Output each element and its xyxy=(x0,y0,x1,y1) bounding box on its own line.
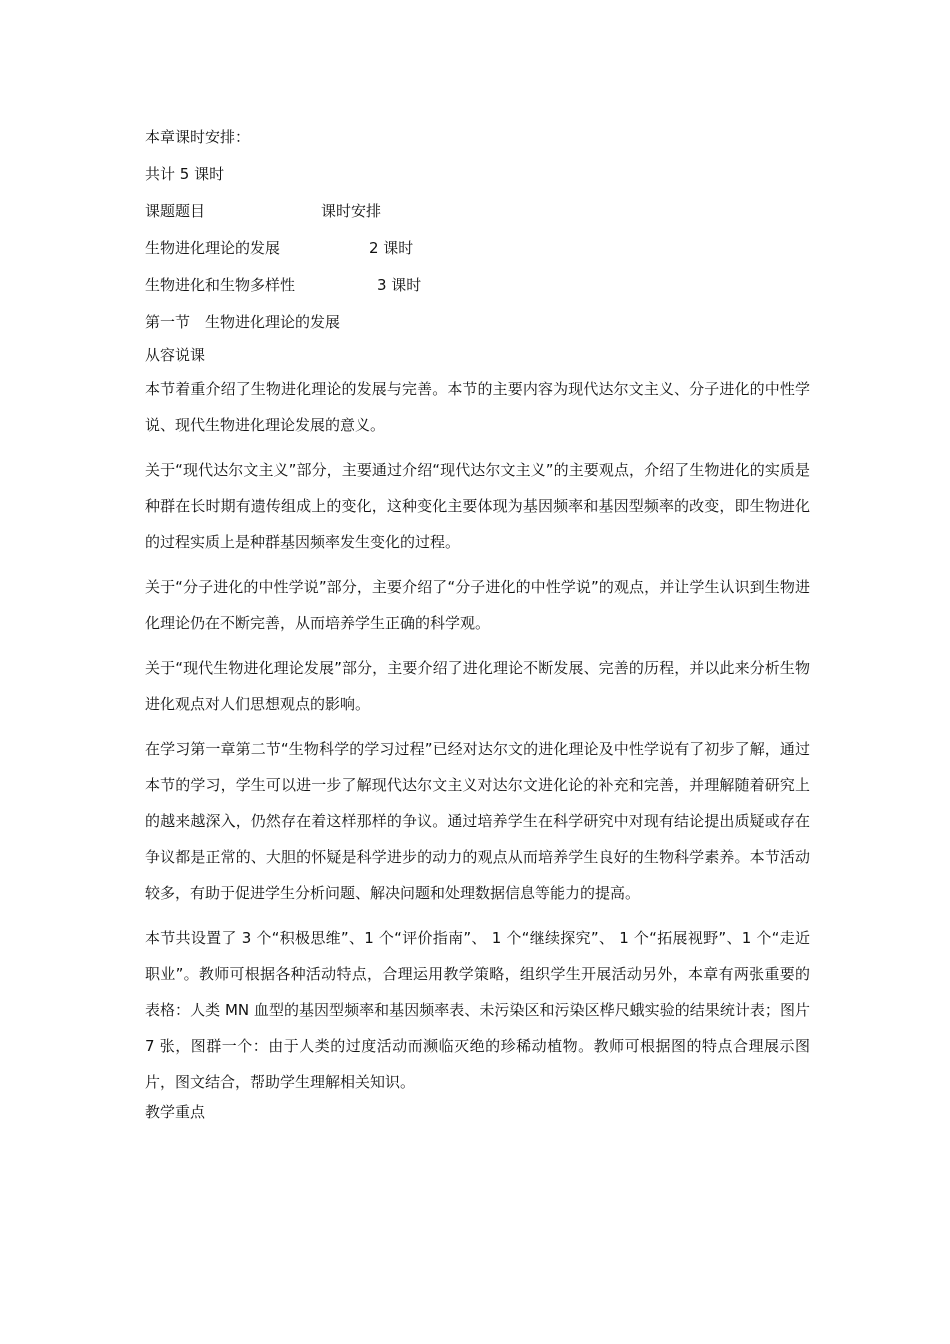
section-subtitle: 从容说课 xyxy=(145,346,206,364)
body-paragraph: 本节共设置了 3 个“积极思维”、1 个“评价指南”、 1 个“继续探究”、 1 个“拓展视野”、1 个“走近职业”。教师可根据各种活动特点，合理运用教学策略，组织学生开展活动另外，本章有两张重要的表格：人类 MN 血型的基因型频率和基因频率表、未污染区和污染区桦尺蛾实验的结果统计表；图片 7 张，图群一个：由于人类的过度活动而濒临灭绝的珍稀动植物。教师可根据图的特点合理展示图片，图文结合，帮助学生理解相关知识。 xyxy=(145,929,810,1091)
row-hours: 3 课时 xyxy=(377,276,422,294)
schedule-total: 共计 5 课时 xyxy=(145,165,225,183)
row-hours: 2 课时 xyxy=(369,239,414,257)
schedule-table-header xyxy=(145,199,810,223)
row-topic: 生物进化和生物多样性 xyxy=(145,276,296,294)
header-topic: 课题题目 xyxy=(145,202,206,220)
body-paragraph: 在学习第一章第二节“生物科学的学习过程”已经对达尔文的进化理论及中性学说有了初步了解，通过本节的学习，学生可以进一步了解现代达尔文主义对达尔文进化论的补充和完善，并理解随着研究上的越来越深入，仍然存在着这样那样的争议。通过培养学生在科学研究中对现有结论提出质疑或存在争议都是正常的、大胆的怀疑是科学进步的动力的观点从而培养学生良好的生物科学素养。本节活动较多，有助于促进学生分析问题、解决问题和处理数据信息等能力的提高。 xyxy=(145,740,810,902)
body-paragraph: 本节着重介绍了生物进化理论的发展与完善。本节的主要内容为现代达尔文主义、分子进化的中性学说、现代生物进化理论发展的意义。 xyxy=(145,380,810,434)
header-hours: 课时安排 xyxy=(321,202,382,220)
row-topic: 生物进化理论的发展 xyxy=(145,239,281,257)
document-body xyxy=(145,125,810,1124)
body-paragraph: 关于“现代生物进化理论发展”部分，主要介绍了进化理论不断发展、完善的历程，并以此来分析生物进化观点对人们思想观点的影响。 xyxy=(145,659,810,713)
body-paragraph: 关于“分子进化的中性学说”部分，主要介绍了“分子进化的中性学说”的观点，并让学生认识到生物进化理论仍在不断完善，从而培养学生正确的科学观。 xyxy=(145,578,810,632)
schedule-heading: 本章课时安排： xyxy=(145,128,251,146)
schedule-table-row xyxy=(145,236,810,260)
schedule-table-row xyxy=(145,273,810,297)
section-title: 第一节 生物进化理论的发展 xyxy=(145,313,341,331)
closing-heading: 教学重点 xyxy=(145,1103,206,1121)
body-paragraph: 关于“现代达尔文主义”部分，主要通过介绍“现代达尔文主义”的主要观点，介绍了生物进化的实质是种群在长时期有遗传组成上的变化，这种变化主要体现为基因频率和基因型频率的改变，即生物进化的过程实质上是种群基因频率发生变化的过程。 xyxy=(145,461,810,551)
